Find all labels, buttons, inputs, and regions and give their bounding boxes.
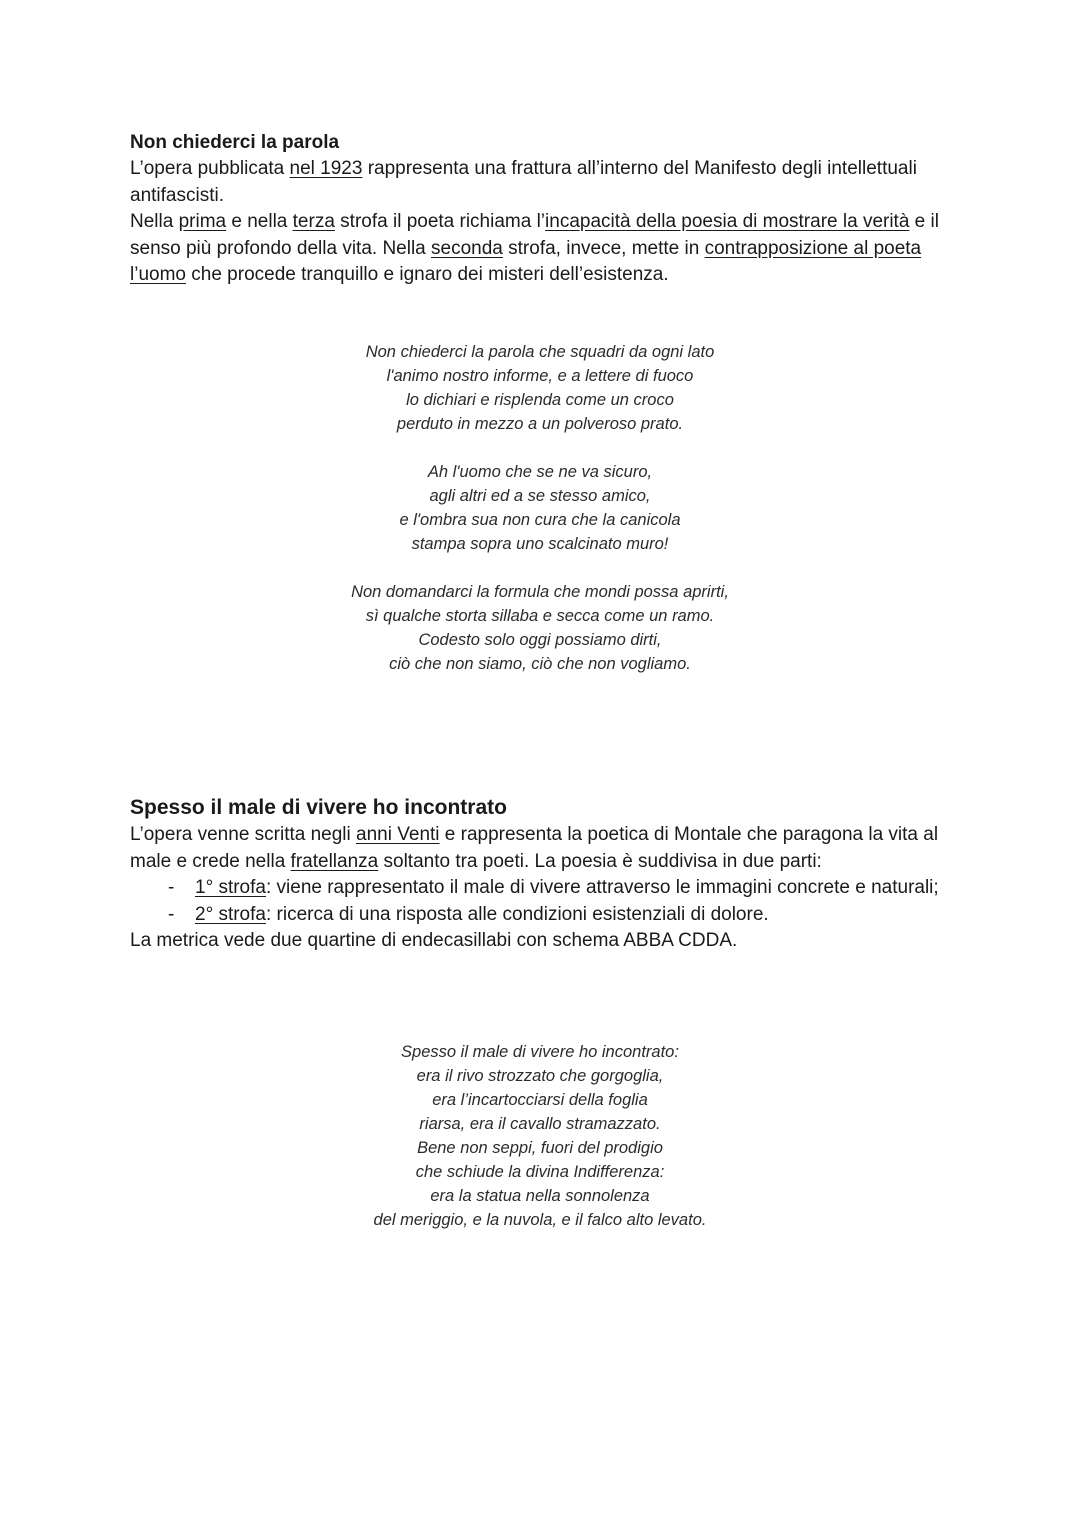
poem-line: sì qualche storta sillaba e secca come un ramo.	[365, 607, 715, 625]
underlined-text: prima	[178, 211, 227, 232]
text-run: Nella	[130, 211, 179, 232]
poem-stanza	[0, 340, 1080, 436]
section-title: Spesso il male di vivere ho incontrato	[130, 796, 507, 819]
analysis-paragraph	[130, 209, 960, 289]
section-spesso-il-male	[130, 794, 960, 955]
text-run: soltanto tra poeti. La poesia è suddivisa in due parti:	[378, 850, 822, 872]
text-run: rappresenta una frattura all’interno del Manifesto degli intellettuali antifascisti.	[130, 158, 917, 206]
poem-spesso-il-male	[0, 1040, 1080, 1232]
underlined-text: contrapposizione al poeta l’uomo	[130, 237, 922, 285]
text-run: strofa il poeta richiama l’	[334, 211, 546, 232]
strofa-list	[130, 875, 960, 928]
text-run: : ricerca di una risposta alle condizioni esistenziali di dolore.	[265, 903, 769, 925]
text-run: L’opera venne scritta negli	[130, 824, 357, 845]
poem-stanza	[0, 1040, 1080, 1232]
poem-line: del meriggio, e la nuvola, e il falco alto levato.	[373, 1211, 707, 1229]
text-run: e rappresenta la poetica di Montale che paragona la vita al male e crede nella	[130, 824, 939, 872]
list-item	[130, 875, 960, 902]
underlined-text: seconda	[431, 237, 503, 259]
section-title: Non chiederci la parola	[130, 132, 340, 153]
intro-paragraph	[130, 822, 960, 875]
poem-line: era il rivo strozzato che gorgoglia,	[416, 1067, 664, 1085]
text-run: che procede tranquillo e ignaro dei misteri dell’esistenza.	[185, 264, 669, 285]
poem-line: lo dichiari e risplenda come un croco	[406, 391, 674, 409]
poem-line: stampa sopra uno scalcinato muro!	[411, 535, 669, 553]
poem-stanza	[0, 460, 1080, 556]
text-run: strofa, invece, mette in	[502, 237, 705, 259]
poem-line: e l'ombra sua non cura che la canicola	[399, 511, 681, 529]
dash-bullet: -	[168, 903, 175, 925]
dash-bullet: -	[168, 877, 175, 898]
poem-line: riarsa, era il cavallo stramazzato.	[419, 1115, 661, 1133]
poem-line: Non domandarci la formula che mondi possa aprirti,	[351, 583, 729, 601]
underlined-text: anni Venti	[356, 824, 440, 845]
text-run: e il senso più profondo della vita. Nella	[130, 211, 939, 259]
poem-line: agli altri ed a se stesso amico,	[429, 487, 651, 505]
poem-line: Non chiederci la parola che squadri da ogni lato	[365, 343, 715, 361]
underlined-text: 2° strofa	[195, 903, 266, 925]
underlined-text: 1° strofa	[195, 877, 266, 898]
underlined-text: incapacità della poesia di mostrare la verità	[545, 211, 910, 232]
section-non-chiederci	[130, 130, 960, 289]
poem-line: era l’incartocciarsi della foglia	[432, 1091, 648, 1109]
poem-line: ciò che non siamo, ciò che non vogliamo.	[389, 655, 691, 673]
underlined-text: terza	[292, 211, 335, 232]
list-item	[130, 902, 960, 929]
underlined-text: fratellanza	[290, 850, 379, 872]
intro-paragraph	[130, 156, 960, 209]
text-run: : viene rappresentato il male di vivere attraverso le immagini concrete e naturali;	[265, 877, 939, 898]
poem-non-chiederci	[0, 340, 1080, 676]
poem-stanza	[0, 580, 1080, 676]
poem-line: Ah l'uomo che se ne va sicuro,	[427, 463, 653, 481]
poem-line: Bene non seppi, fuori del prodigio	[417, 1139, 663, 1157]
poem-line: perduto in mezzo a un polveroso prato.	[396, 415, 684, 433]
underlined-text: nel 1923	[289, 158, 363, 179]
text-run: e nella	[226, 211, 293, 232]
poem-line: Codesto solo oggi possiamo dirti,	[418, 631, 662, 649]
poem-line: l'animo nostro informe, e a lettere di fuoco	[386, 367, 694, 385]
text-run: L’opera pubblicata	[130, 158, 290, 179]
metrics-paragraph: La metrica vede due quartine di endecasillabi con schema ABBA CDDA.	[130, 930, 738, 951]
poem-line: Spesso il male di vivere ho incontrato:	[401, 1043, 679, 1061]
poem-line: che schiude la divina Indifferenza:	[415, 1163, 665, 1181]
poem-line: era la statua nella sonnolenza	[430, 1187, 650, 1205]
